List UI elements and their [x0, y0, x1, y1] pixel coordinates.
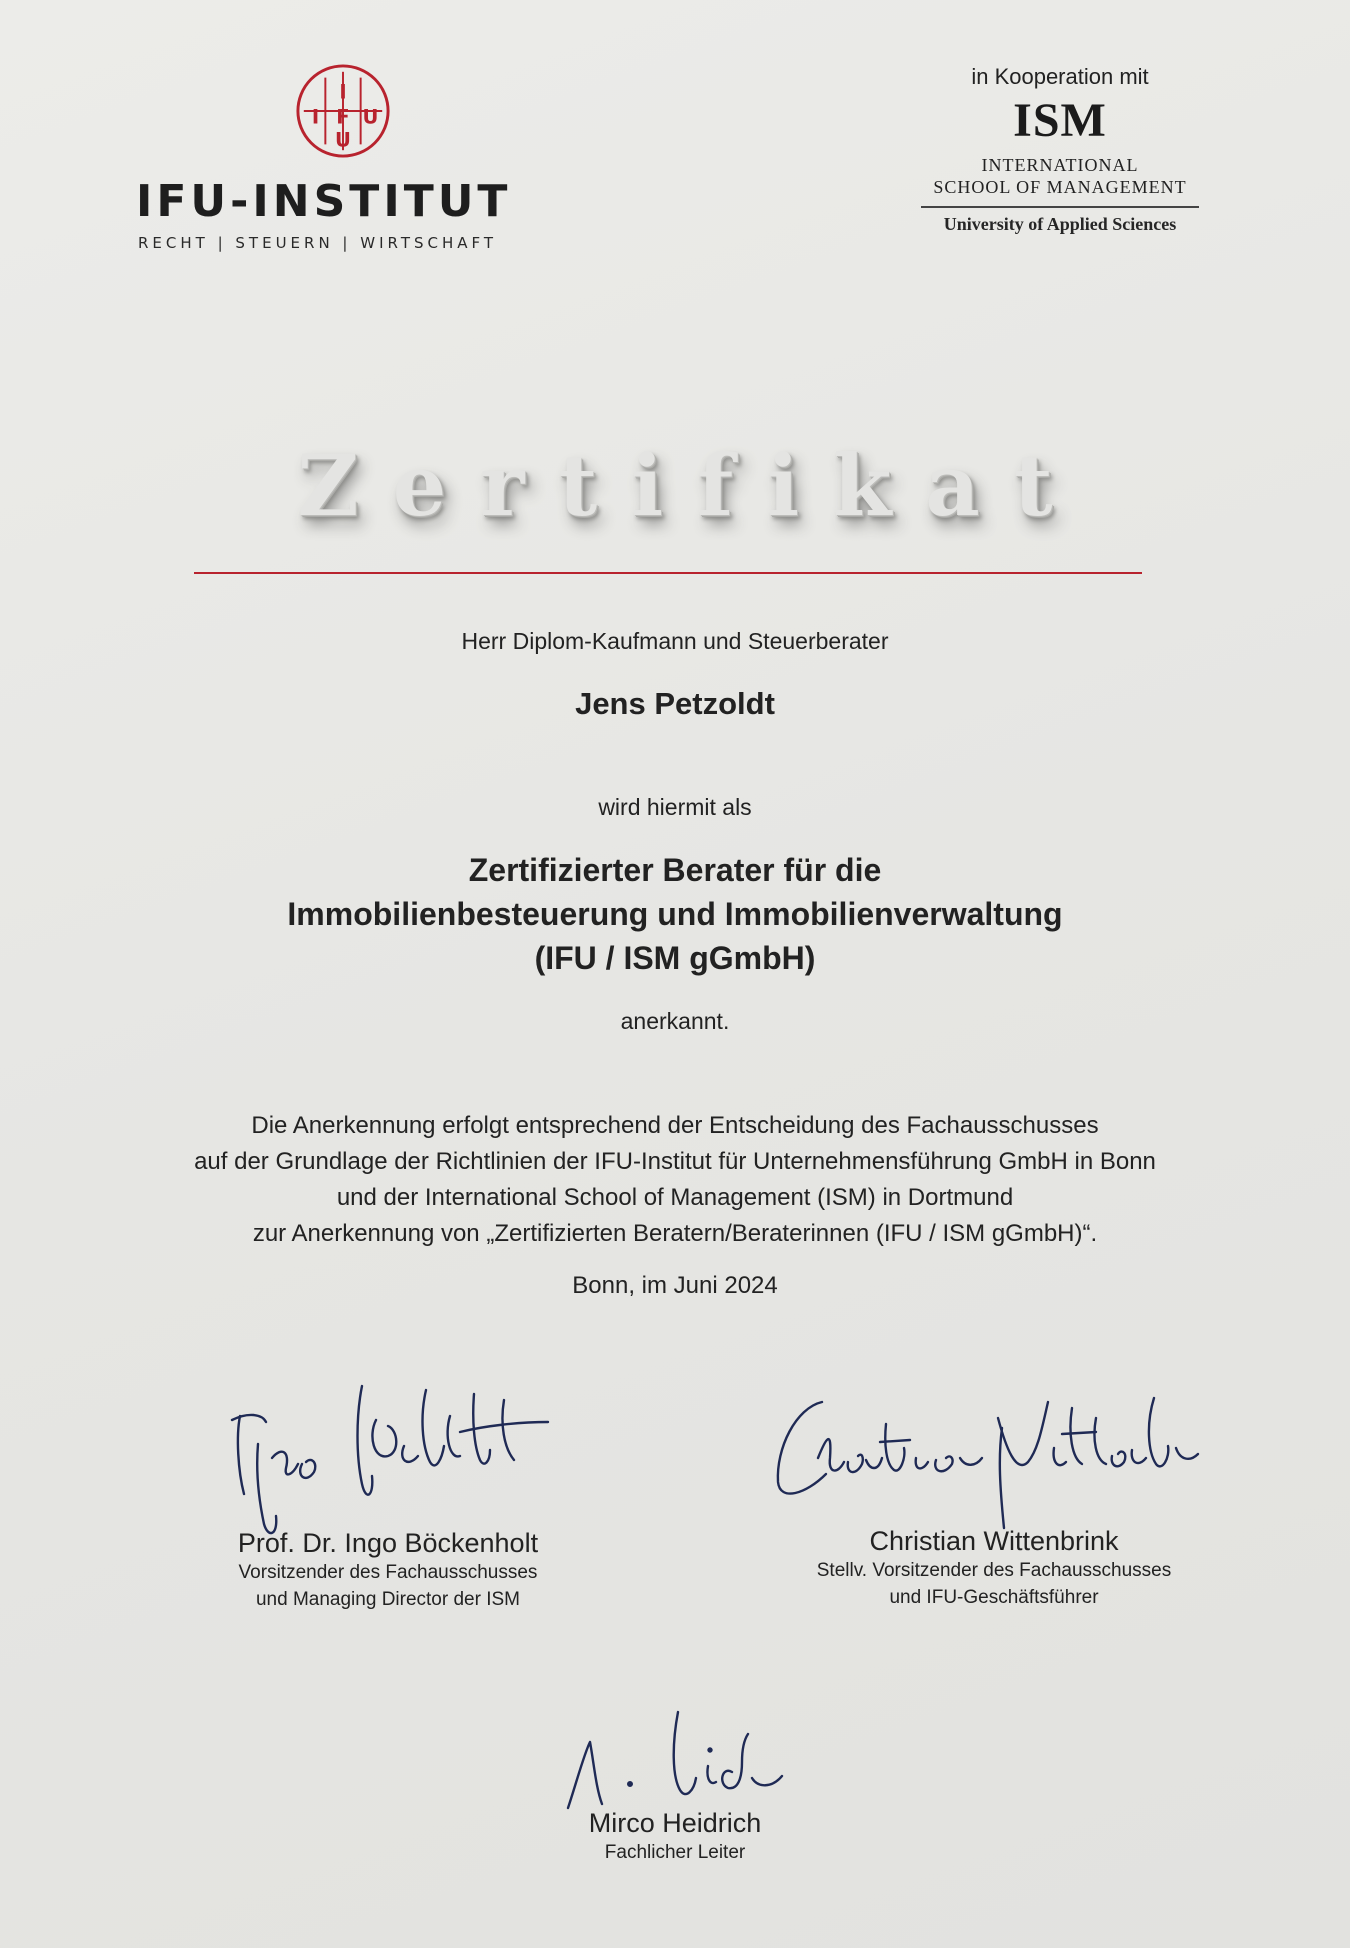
- signature-heidrich-icon: [562, 1704, 792, 1814]
- ism-abbreviation: ISM: [1013, 94, 1107, 147]
- signatory-bottom-name: Mirco Heidrich: [588, 1808, 762, 1838]
- seal-letter-i: I: [311, 105, 320, 129]
- recipient-name: Jens Petzoldt: [575, 686, 775, 721]
- ism-university-text: University of Applied Sciences: [943, 214, 1177, 234]
- signature-boeckenholt-icon: [228, 1376, 558, 1546]
- title-divider: [194, 572, 1142, 574]
- ism-name-line1: INTERNATIONAL: [981, 155, 1139, 175]
- place-and-date: Bonn, im Juni 2024: [572, 1272, 778, 1299]
- recognized-text: anerkannt.: [620, 1008, 730, 1034]
- qualification-line-1: Zertifizierter Berater für die: [468, 852, 882, 888]
- signatory-left: [188, 1528, 588, 1613]
- basis-line-3: und der International School of Management (ISM) in Dortmund: [336, 1184, 1014, 1211]
- salutation: Herr Diplom-Kaufmann und Steuerberater: [461, 628, 889, 654]
- signatory-left-role-1: Vorsitzender des Fachausschusses: [238, 1562, 538, 1583]
- qualification-title: [0, 848, 1350, 980]
- ifu-name: IFU-INSTITUT: [136, 176, 512, 227]
- signatory-left-role-2: und Managing Director der ISM: [255, 1589, 520, 1610]
- signatory-right-role-1: Stellv. Vorsitzender des Fachausschusses: [816, 1560, 1172, 1581]
- signatory-bottom-role: Fachlicher Leiter: [604, 1842, 746, 1863]
- qualification-line-3: (IFU / ISM gGmbH): [534, 940, 816, 976]
- basis-paragraph: [0, 1108, 1350, 1252]
- ism-logo: [910, 64, 1210, 264]
- seal-letter-u: U: [362, 105, 379, 129]
- ifu-logo: [136, 58, 556, 258]
- signatory-bottom: [525, 1808, 825, 1866]
- seal-letter-u-bottom: U: [335, 128, 351, 152]
- ifu-tagline: RECHT | STEUERN | WIRTSCHAFT: [138, 234, 498, 252]
- qualification-line-2: Immobilienbesteuerung und Immobilienverwaltung: [287, 896, 1063, 932]
- intro-text: wird hiermit als: [598, 794, 752, 820]
- seal-letter-f: F: [336, 105, 350, 129]
- signatory-right-role-2: und IFU-Geschäftsführer: [889, 1587, 1099, 1608]
- ism-name-line2: SCHOOL OF MANAGEMENT: [933, 177, 1187, 197]
- ifu-seal-icon: [294, 62, 392, 160]
- certificate-title: Zertifikat: [297, 436, 1087, 535]
- signatory-right-name: Christian Wittenbrink: [869, 1526, 1119, 1556]
- signatory-right: [794, 1526, 1194, 1611]
- basis-line-4: zur Anerkennung von „Zertifizierten Beratern/Beraterinnen (IFU / ISM gGmbH)“.: [252, 1220, 1098, 1247]
- ism-cooperation-text: in Kooperation mit: [971, 64, 1149, 89]
- seal-letter-i-top: I: [339, 80, 347, 104]
- ism-divider: [921, 206, 1199, 208]
- signatory-left-name: Prof. Dr. Ingo Böckenholt: [237, 1528, 539, 1558]
- basis-line-2: auf der Grundlage der Richtlinien der IFU-Institut für Unternehmensführung GmbH in Bonn: [194, 1148, 1156, 1175]
- basis-line-1: Die Anerkennung erfolgt entsprechend der Entscheidung des Fachausschusses: [251, 1112, 1099, 1139]
- signature-wittenbrink-icon: [766, 1378, 1206, 1538]
